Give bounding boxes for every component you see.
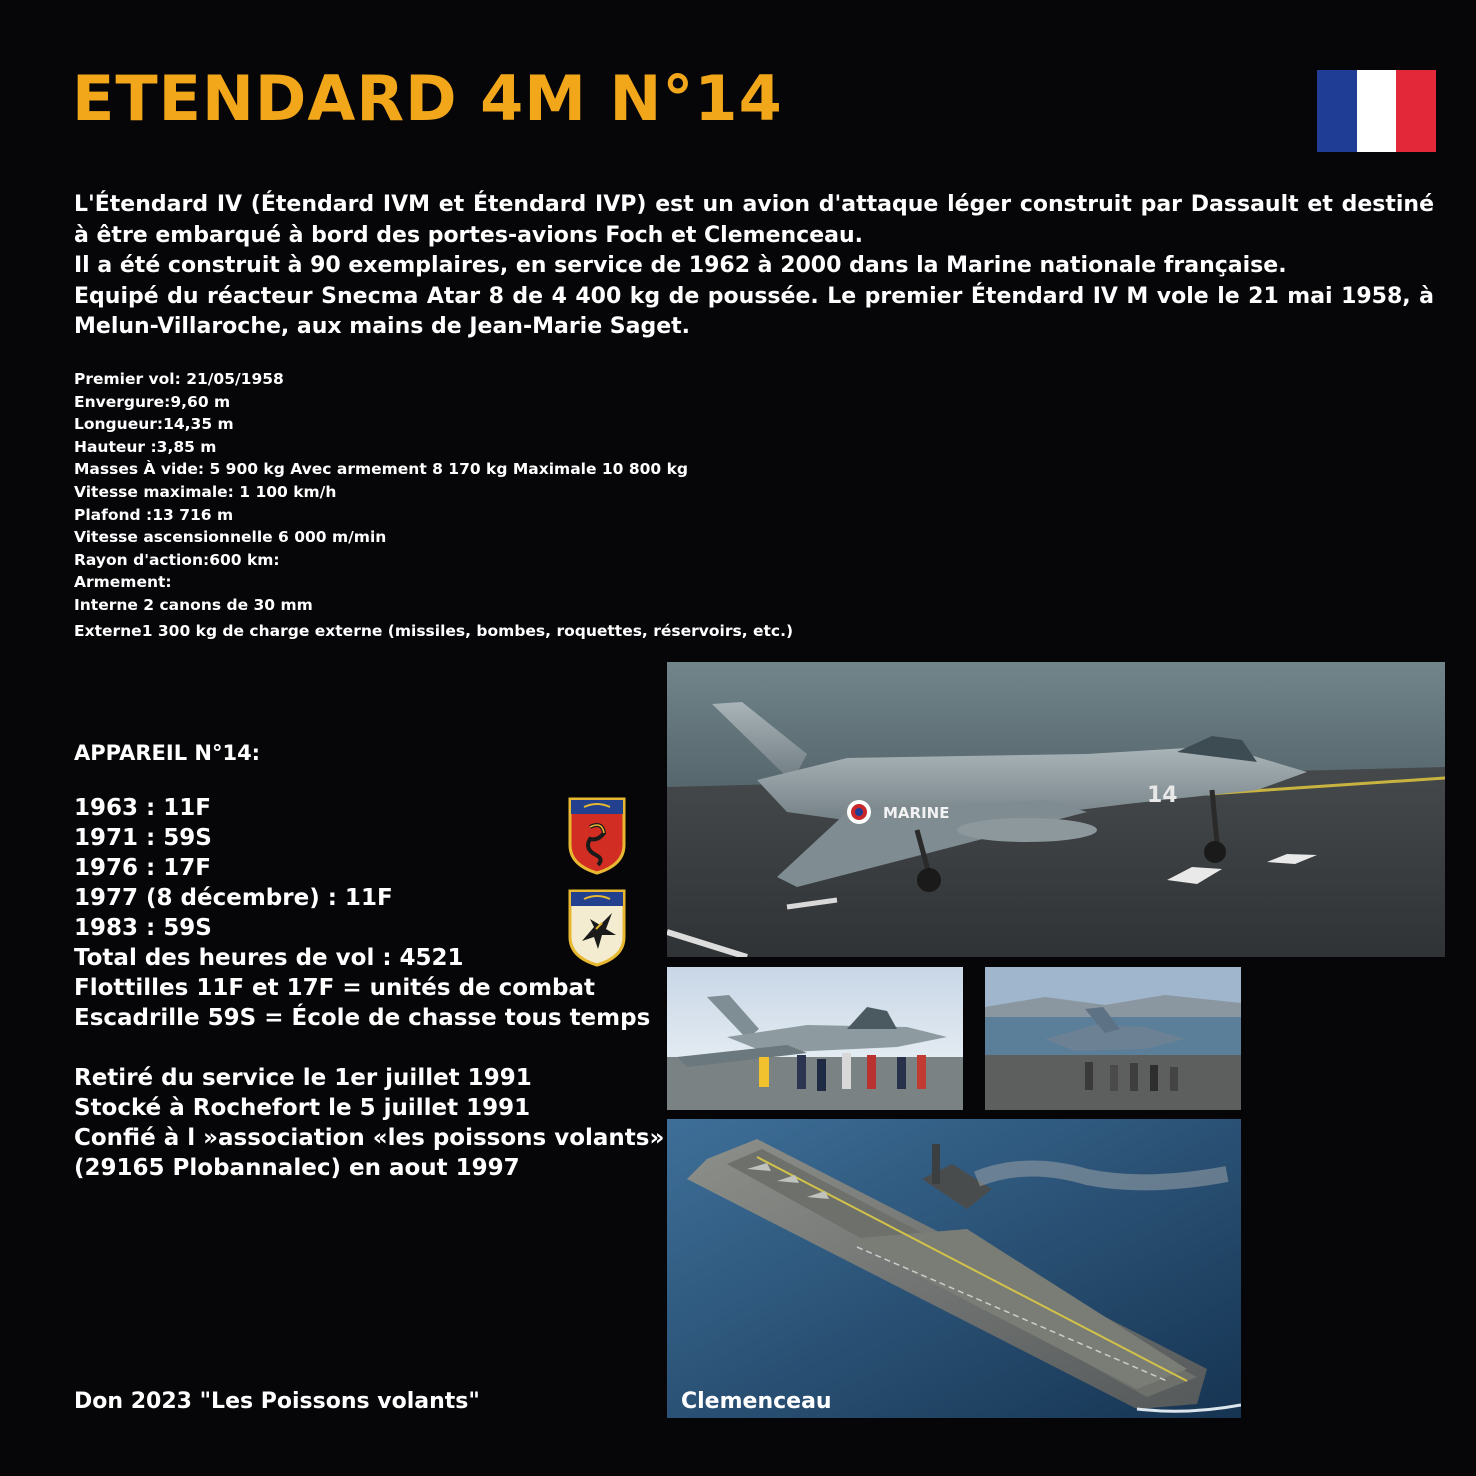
intro-paragraph: Equipé du réacteur Snecma Atar 8 de 4 400 kg de poussée. Le premier Étendard IV M vole le 21 mai 1958, à Melun-Villaroche, aux mains de Jean-Marie Saget.: [74, 283, 1434, 339]
spec-line: Longueur:14,35 m: [74, 415, 234, 434]
spec-line: Armement:: [74, 573, 172, 592]
spec-line: Vitesse ascensionnelle 6 000 m/min: [74, 528, 387, 547]
spec-line: Interne 2 canons de 30 mm: [74, 595, 313, 614]
spec-line: Rayon d'action:600 km:: [74, 550, 280, 569]
history-heading: APPAREIL N°14:: [74, 741, 261, 765]
intro-paragraph: Il a été construit à 90 exemplaires, en service de 1962 à 2000 dans la Marine nationale française.: [74, 253, 1287, 278]
clemenceau-carrier-photo: [667, 1119, 1241, 1418]
retirement-line: Retiré du service le 1er juillet 1991: [74, 1065, 532, 1091]
total-flight-hours: Total des heures de vol : 4521: [74, 945, 464, 971]
page-title: ETENDARD 4M N°14: [72, 62, 783, 135]
spec-line: Plafond :13 716 m: [74, 505, 234, 524]
french-flag-icon: [1317, 70, 1436, 152]
donation-footer: Don 2023 "Les Poissons volants": [74, 1389, 480, 1414]
retirement-line: (29165 Plobannalec) en aout 1997: [74, 1155, 520, 1181]
etendard-crew-photo: [667, 967, 963, 1110]
retirement-line: Confié à l »association «les poissons volants»: [74, 1125, 665, 1151]
intro-paragraph: L'Étendard IV (Étendard IVM et Étendard IVP) est un avion d'attaque léger construit par Dassault et destiné à être embarqué à bord des portes-avions Foch et Clemenceau.: [74, 192, 1434, 248]
photo-marking-service: MARINE: [883, 804, 950, 822]
spec-line: Hauteur :3,85 m: [74, 437, 217, 456]
photo-marking-number: 14: [1147, 783, 1178, 808]
aircraft-history: [74, 738, 665, 1183]
unit-description: Escadrille 59S = École de chasse tous temps: [74, 1005, 651, 1031]
specifications-list: [74, 368, 794, 642]
timeline-entry: 1971 : 59S: [74, 825, 212, 851]
spec-line: Vitesse maximale: 1 100 km/h: [74, 482, 337, 501]
retirement-line: Stocké à Rochefort le 5 juillet 1991: [74, 1095, 531, 1121]
carrier-caption: Clemenceau: [681, 1389, 832, 1414]
unit-description: Flottilles 11F et 17F = unités de combat: [74, 975, 596, 1001]
timeline-entry: 1963 : 11F: [74, 795, 211, 821]
squadron-11f-crest-icon: [568, 797, 626, 875]
timeline-entry: 1983 : 59S: [74, 915, 212, 941]
spec-line: Premier vol: 21/05/1958: [74, 370, 284, 388]
timeline-entry: 1976 : 17F: [74, 855, 211, 881]
spec-line: Envergure:9,60 m: [74, 392, 231, 411]
spec-line: Masses À vide: 5 900 kg Avec armement 8 170 kg Maximale 10 800 kg: [74, 460, 689, 479]
timeline-entry: 1977 (8 décembre) : 11F: [74, 885, 393, 911]
etendard-harbor-photo: [985, 967, 1241, 1110]
intro-text: [74, 190, 1434, 343]
squadron-59s-crest-icon: [568, 889, 626, 967]
spec-line: Externe1 300 kg de charge externe (missiles, bombes, roquettes, réservoirs, etc.): [74, 621, 794, 640]
etendard-deck-photo: [667, 662, 1445, 957]
